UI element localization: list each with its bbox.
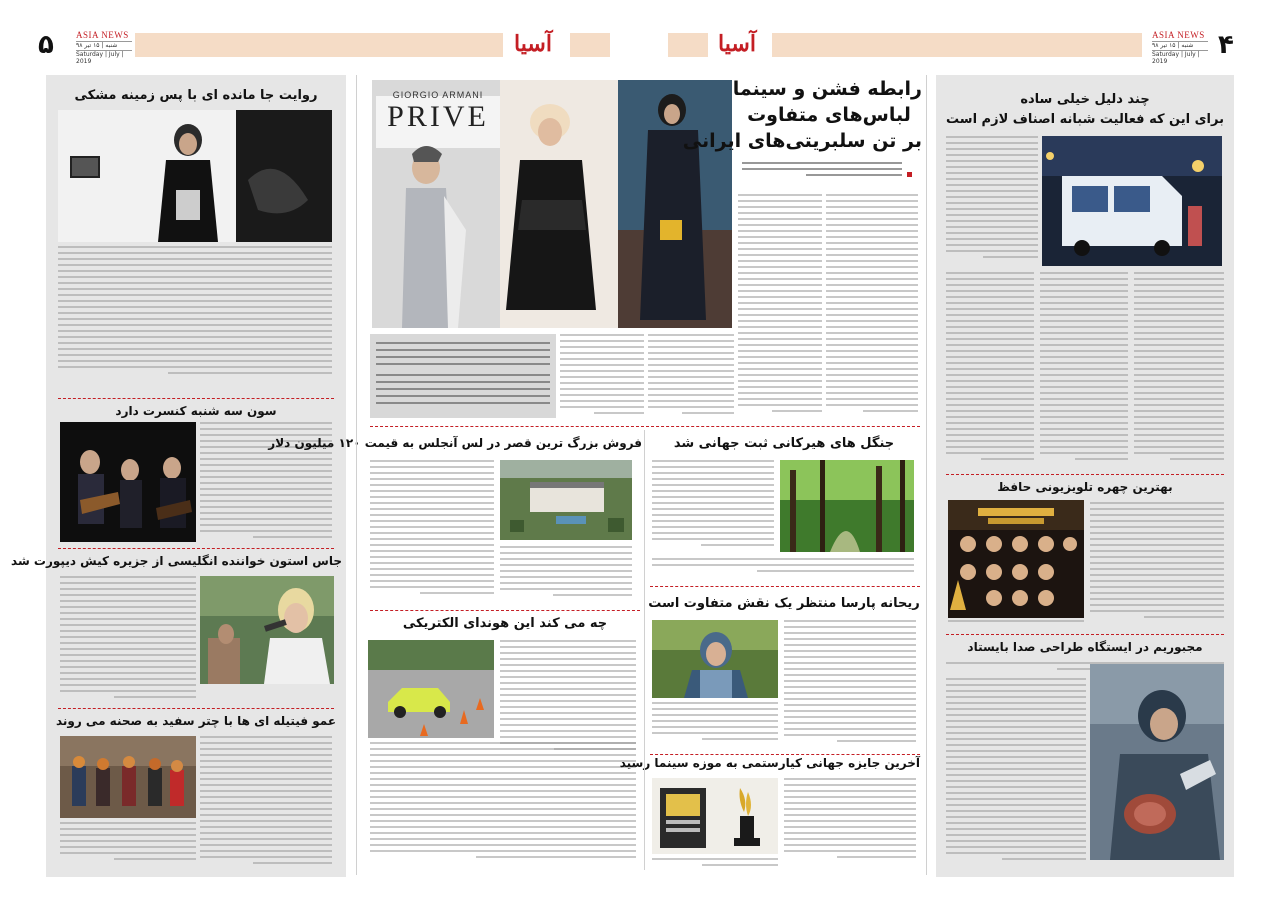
armani-sign-top: GIORGIO ARMANI [392, 90, 484, 100]
feature-headline-2: لباس‌های متفاوت [747, 104, 911, 126]
page4-story3-headline: مجبوریم در ایستگاه طراحی صدا بایستاد [967, 640, 1203, 654]
left-date-en: Saturday | July | 2019 [76, 50, 132, 65]
page5-story2-headline: سون سه شنبه کنسرت دارد [115, 404, 277, 418]
center-divider-2 [370, 610, 640, 611]
feature-text-col1 [826, 194, 918, 420]
left-header-band-2 [570, 33, 610, 57]
museum-text-2 [652, 858, 778, 872]
honda-text-2 [370, 742, 636, 868]
page5-story1-photo [58, 110, 332, 242]
center-divider-1 [370, 426, 920, 427]
parsa-text-2 [652, 702, 778, 750]
museum-headline: آخرین جایزه جهانی کیارستمی به موزه سینما رسید [619, 756, 920, 770]
right-date: شنبه | ۱۵ تیر ۹۸ [1152, 41, 1208, 49]
house-headline: فروش بزرگ ترین قصر در لس آنجلس به قیمت ۱۲۰ میلیون دلار [268, 436, 642, 450]
right-date-en: Saturday | July | 2019 [1152, 50, 1208, 65]
page4-story1-text-3 [1040, 272, 1128, 468]
page4-story1-headline-2: برای این که فعالیت شبانه اصناف لازم است [946, 112, 1224, 127]
spread-gutter-left [356, 75, 357, 875]
honda-headline: چه می کند این هوندای الکتریکی [402, 616, 608, 631]
page4-story1-headline-1: چند دلیل خیلی ساده [1020, 92, 1150, 107]
right-page-number: ۴ [1218, 30, 1234, 60]
left-masthead-date [76, 30, 132, 65]
page4-story1-text-1 [946, 136, 1038, 266]
forest-text-2 [652, 558, 914, 580]
right-brand: ASIA NEWS [1152, 30, 1205, 40]
left-page-number: ۵ [38, 30, 54, 60]
right-header-band-2 [668, 33, 708, 57]
parsa-photo [652, 620, 778, 698]
feature-lead-marker [906, 163, 913, 182]
right-masthead-date [1152, 30, 1208, 65]
feature-text-col4 [560, 334, 644, 420]
page4-story3-text-1 [946, 678, 1086, 868]
feature-text-col2 [738, 194, 822, 420]
page5-story3-headline: جاس استون خواننده انگلیسی از جزیره کیش دیپورت شد [11, 554, 342, 568]
page4-story2-text [1090, 502, 1224, 624]
page5-story4-headline: عمو فیتیله ای ها با چتر سفید به صحنه می روند [55, 714, 337, 728]
left-date: شنبه | ۱۵ تیر ۹۸ [76, 41, 132, 49]
feature-headline-3: بر تن سلبریتی‌های ایرانی [682, 130, 922, 152]
page4-story2-poster [948, 500, 1084, 618]
page5-story1-text [58, 246, 332, 396]
armani-sign [378, 90, 498, 150]
house-text-2 [500, 546, 632, 604]
museum-text-1 [784, 778, 916, 868]
center-divider-4 [650, 754, 920, 755]
page4-story1-text-2 [946, 272, 1034, 468]
parsa-headline: ریحانه پارسا منتظر یک نقش متفاوت است [648, 596, 920, 611]
spread-gutter-right [926, 75, 927, 875]
page5-divider-1 [58, 398, 334, 399]
page4-story1-photo [1042, 136, 1222, 266]
page4-story3-photo [1090, 664, 1224, 860]
page4-divider-2 [946, 634, 1224, 635]
right-header-band [772, 33, 1142, 57]
left-header-band [135, 33, 503, 57]
page5-story4-text-2 [60, 822, 196, 868]
page5-story4-photo [60, 736, 196, 818]
museum-photo [652, 778, 778, 854]
page5-story3-photo [200, 576, 334, 684]
left-brand: ASIA NEWS [76, 30, 129, 40]
honda-photo [368, 640, 494, 738]
forest-text-1 [652, 460, 774, 554]
armani-sign-main: PRIVE [387, 100, 489, 133]
page4-story2-caption [948, 620, 1084, 630]
page4-divider-1 [946, 474, 1224, 475]
page5-story2-photo [60, 422, 196, 542]
page4-story1-text-4 [1134, 272, 1224, 468]
center-column-rule [644, 430, 645, 870]
forest-photo [780, 460, 914, 552]
page5-divider-2 [58, 548, 334, 549]
page5-story1-headline: روایت جا مانده ای با پس زمینه مشکی [74, 88, 318, 103]
page5-story4-text [200, 736, 332, 868]
page5-story3-text [60, 576, 196, 700]
feature-headline-1: رابطه فشن و سینما [732, 78, 922, 100]
feature-caption-box [370, 334, 556, 418]
house-text-1 [370, 460, 494, 600]
feature-lead [742, 162, 902, 188]
parsa-text-1 [784, 620, 916, 750]
page5-divider-3 [58, 708, 334, 709]
forest-headline: جنگل های هیرکانی ثبت جهانی شد [673, 436, 895, 451]
left-logo: آسیا [514, 31, 552, 57]
page4-story2-headline: بهترین چهره تلویزیونی حافظ [997, 480, 1173, 494]
right-logo: آسیا [718, 31, 756, 57]
feature-text-col3 [648, 334, 734, 420]
center-divider-3 [650, 586, 920, 587]
house-photo [500, 460, 632, 540]
